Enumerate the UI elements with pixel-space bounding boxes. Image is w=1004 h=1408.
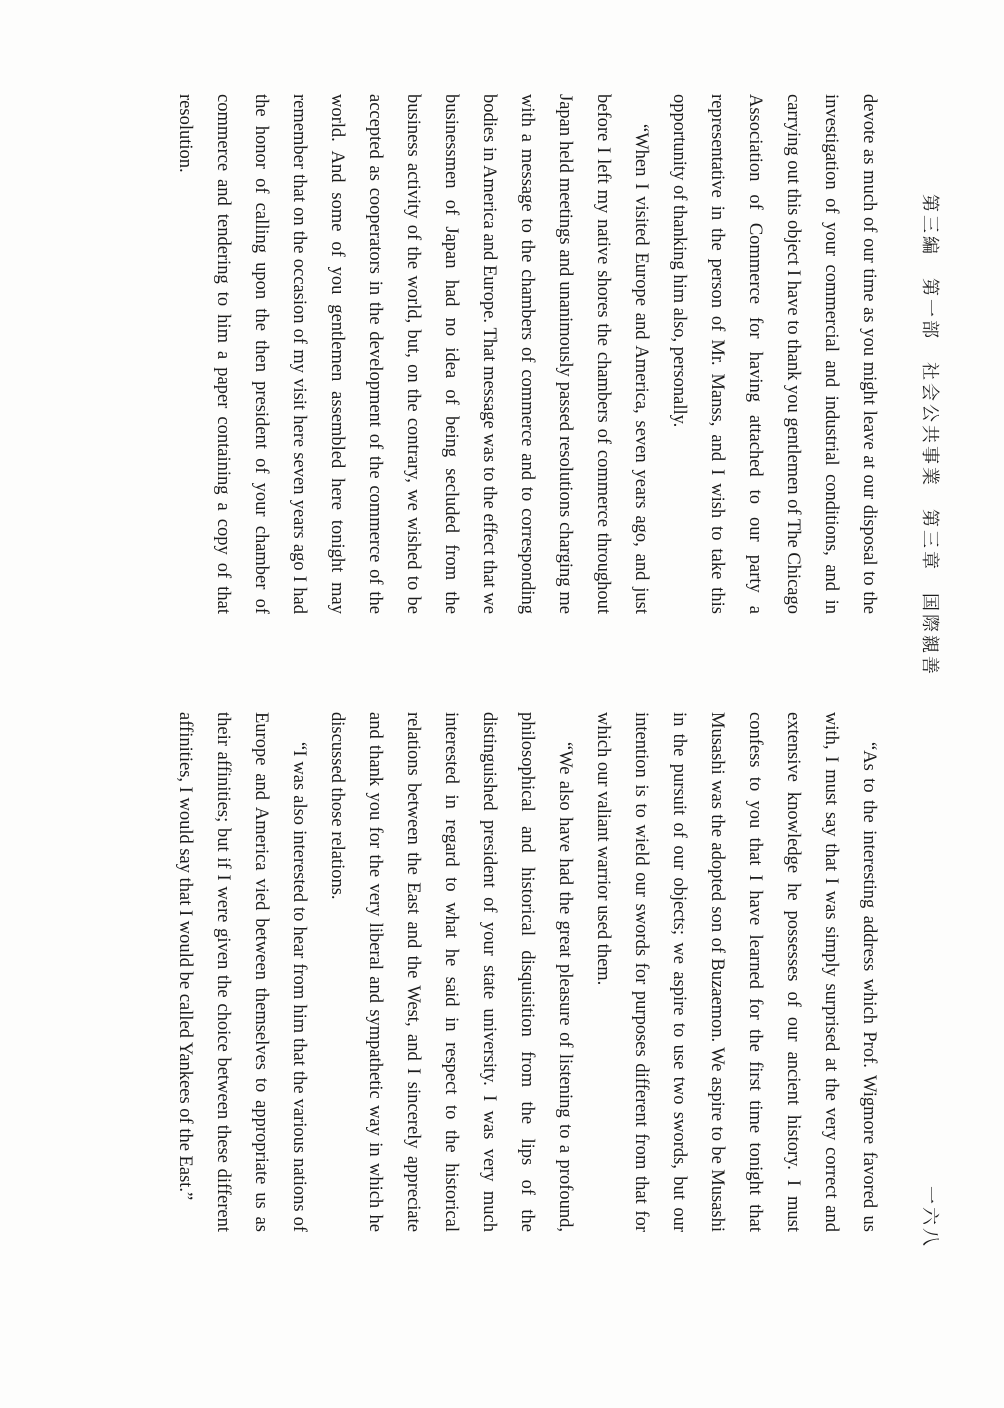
- paragraph: “I was also interested to hear from him that the various nations of Europe and America vied between themselves to appropriate us as their affinities; but if I were given the choice between these different affinities, I would say that I would be called Yankees of the East.”: [175, 712, 309, 1232]
- left-column: [166, 94, 888, 614]
- paragraph: “As to the interesting address which Prof. Wigmore favored us with, I must say that I was simply surprised at the very correct and extensive knowledge he possesses of our ancient history. I must confess to you that I have learned for the first time tonight that Musashi was the adopted son of Buzaemon. We aspire to be Musashi in the pursuit of our objects; we aspire to use two swords, but our intention is to wield our swords for purposes different from that for which our valiant warrior used them.: [593, 712, 879, 1232]
- paragraph: devote as much of our time as you might leave at our disposal to the investigation of your commercial and industrial conditions, and in carrying out this object I have to thank you gentlemen of The Chicago Association of Commerce for having attached to our party a representative in the person of Mr. Manss, and I wish to take this opportunity of thanking him also, personally.: [669, 94, 879, 614]
- running-header: 第三編 第一部 社会公共事業 第三章 国際親善: [920, 194, 940, 677]
- paragraph: “When I visited Europe and America, seven years ago, and just before I left my native shores the chambers of commerce throughout Japan held meetings and unanimously passed resolutions charging me with a message to the chambers of commerce and to corresponding bodies in America and Europe. That message was to the effect that we businessmen of Japan had no idea of being secluded from the business activity of the world, but, on the contrary, we wished to be accepted as cooperators in the development of the commerce of the world. And some of you gentlemen assembled here tonight may remember that on the occasion of my visit here seven years ago I had the honor of calling upon the then president of your chamber of commerce and tendering to him a paper containing a copy of that resolution.: [175, 94, 651, 614]
- paragraph: “We also have had the great pleasure of listening to a profound, philosophical and historical disquisition from the lips of the distinguished president of your state university. I was very much interested in regard to what he said in respect to the historical relations between the East and the West, and I sincerely appreciate and thank you for the very liberal and sympathetic way in which he discussed those relations.: [327, 712, 575, 1232]
- right-column: [166, 712, 888, 1232]
- page-number: 一六八: [920, 1186, 940, 1249]
